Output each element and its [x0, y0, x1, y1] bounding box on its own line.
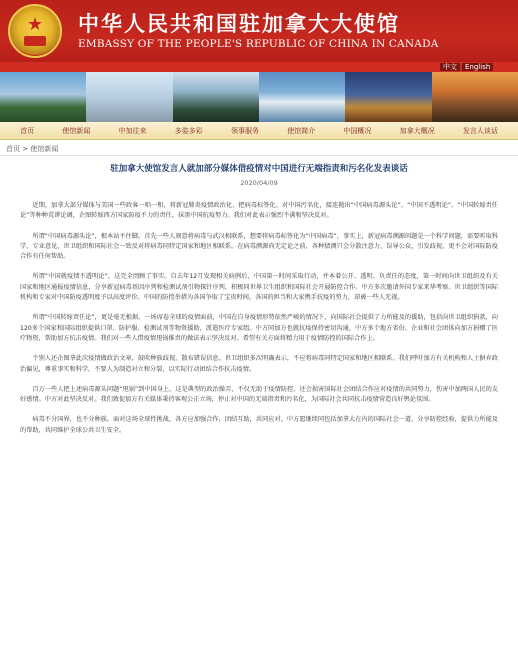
- banner-photo-4: [259, 72, 345, 122]
- nav-home[interactable]: 首页: [20, 126, 35, 135]
- article-paragraph: 百万一些人把上述病毒源头问题“甩锅”到中国身上，这是典型的政治操弄，不仅无助于疫情防控，还会损害国际社会团结合作应对疫情的共同努力，伤害中加两国人民的友好感情。中方对此坚决反对。我们敦促加方有关媒体秉持客观公正立场，停止对中国的无端指责和污名化，为国际社会共同抗击疫情营造良好舆论氛围。: [20, 385, 498, 404]
- lang-english-link[interactable]: English: [462, 63, 493, 71]
- nav-canada-overview[interactable]: 加拿大概况: [399, 126, 435, 135]
- article-paragraph: 所谓“中国病毒源头论”，根本站不住脚。首先一些人刻意将病毒与武汉相联系，想要将病毒标签化为“中国病毒”，事实上，新冠病毒溯源问题是一个科学问题，需要听取科学、专业意见，世卫组织和国际社会一致反对将病毒同特定国家和地区相联系。在病毒溯源尚无定论之前，各种猜测只会分散注意力，误导公众，引发歧视，更不会对国际防疫合作有任何帮助。: [20, 232, 498, 261]
- nav-china-overview[interactable]: 中国概况: [343, 126, 372, 135]
- banner-photo-3: [173, 72, 259, 122]
- article-date: 2020/04/09: [240, 179, 278, 187]
- article-paragraph: 个别人还企图拿此次疫情做政治文章，鼓吹种族歧视，散布错误信息。世卫组织多次明确表示，不应将病毒同特定国家和地区相联系。我们呼吁加方有关机构和人士摒弃政治偏见，尊重事实和科学，不要人为制造对立和分裂，以实际行动团结合作抗击疫情。: [20, 355, 498, 373]
- breadcrumb[interactable]: 首页 > 使馆新闻: [6, 145, 59, 153]
- banner-photo-6: [432, 72, 518, 122]
- banner-photo-2: [86, 72, 172, 122]
- article-paragraph: 所谓“中国转嫁责任论”，更是毫无根据。一场席卷全球的疫情面前，中国在自身疫情形势依然严峻的情况下，向国际社会提供了力所能及的援助，包括向世卫组织捐款，向120多个国家和国际组织提供口罩、防护服、检测试剂等物资援助，派遣医疗专家组。中方同加方也就抗疫保持密切沟通，中方多个地方省份、企业和社会团体向加方捐赠了医疗物资，帮助加方抗击疫情。我们对一些人借疫情甩锅推责的做法表示坚决反对。希望有关方面将精力用于疫情防控的国际合作上。: [20, 314, 498, 342]
- national-emblem-icon: [8, 4, 62, 58]
- site-title-cn: 中华人民共和国驻加拿大大使馆: [78, 11, 400, 36]
- nav-consular-services[interactable]: 领事服务: [230, 126, 259, 135]
- nav-colorful[interactable]: 多姿多彩: [174, 126, 203, 135]
- main-nav: [0, 122, 518, 140]
- nav-embassy-news[interactable]: 使馆新闻: [62, 126, 91, 135]
- lang-chinese-link[interactable]: 中文: [440, 63, 460, 71]
- banner-photo-strip: [0, 72, 518, 122]
- gate-icon: [24, 36, 46, 46]
- article-paragraph: 所谓“中国就疫情不透明论”，这完全罔顾了事实。自去年12月发现相关病例后，中国第一时间采取行动，并本着公开、透明、负责任的态度，第一时间向世卫组织及有关国家和地区通报疫情信息，分享新冠病毒基因序列和检测试剂引物探针序列，积极同世界卫生组织和国际社会开展防控合作。中方多次邀请外国专家来华考察。世卫组织等国际机构和专家对中国防疫透明度予以高度评价。中国的防控举措为各国争取了宝贵时间，各国的担当和大家携手抗疫的努力，却被一些人无视。: [20, 273, 498, 302]
- site-header: [0, 0, 518, 62]
- nav-embassy-intro[interactable]: 使馆简介: [287, 126, 316, 135]
- banner-photo-1: [0, 72, 86, 122]
- site-title-en: EMBASSY OF THE PEOPLE'S REPUBLIC OF CHINA IN CANADA: [78, 38, 439, 50]
- nav-china-canada-exchanges[interactable]: 中加往来: [118, 126, 147, 135]
- article-body: [20, 162, 498, 446]
- article-paragraph: 病毒不分国界，也不分种族。面对这场全球性挑战，各方应加强合作，团结互助，共同应对。中方愿继续同包括加拿大在内的国际社会一道，分享防控经验，提供力所能及的帮助，共同维护全球公共卫生安全。: [20, 416, 498, 434]
- article-paragraph: 近期，加拿大部分媒体与美国一些政客一唱一和，将新冠肺炎疫情政治化、把病毒标签化、对中国污名化，接连抛出“中国病毒源头论”、“中国不透明论”、“中国转嫁责任论”等种种荒谬论调，企图转嫁西方国家防疫不力的责任，抹黑中国抗疫努力。我们对此表示强烈不满和坚决反对。: [20, 202, 498, 220]
- nav-spokesperson[interactable]: 发言人谈话: [462, 126, 498, 135]
- language-bar: [0, 62, 518, 72]
- star-icon: ★: [27, 14, 44, 35]
- article-title: 驻加拿大使馆发言人就加部分媒体借疫情对中国进行无端指责和污名化发表谈话: [110, 164, 408, 174]
- banner-photo-5: [345, 72, 431, 122]
- breadcrumb-divider: [0, 155, 518, 156]
